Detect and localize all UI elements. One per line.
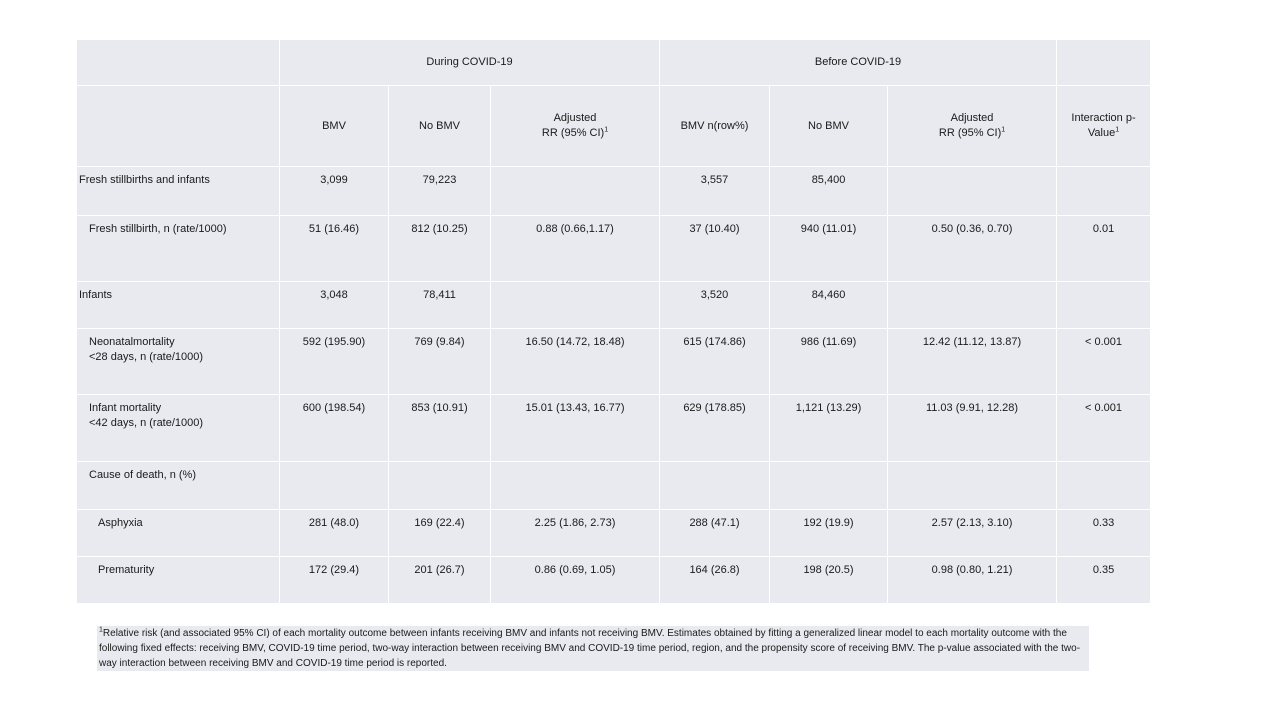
cell-during-rr: 15.01 (13.43, 16.77) [491, 395, 660, 462]
header-empty-cell [77, 40, 280, 86]
cell-before-bmv: 3,557 [660, 167, 770, 216]
cell-before-no-bmv: 1,121 (13.29) [770, 395, 888, 462]
cell-before-bmv: 164 (26.8) [660, 557, 770, 604]
cell-before-no-bmv: 986 (11.69) [770, 329, 888, 395]
cell-during-rr: 2.25 (1.86, 2.73) [491, 510, 660, 557]
cell-during-bmv: 281 (48.0) [280, 510, 389, 557]
col-no-bmv-before: No BMV [770, 86, 888, 167]
cell-before-bmv: 629 (178.85) [660, 395, 770, 462]
cell-before-no-bmv: 940 (11.01) [770, 216, 888, 282]
cell-interaction-p [1057, 462, 1151, 510]
footnote [97, 626, 1089, 671]
cell-before-rr [888, 282, 1057, 329]
row-label: Cause of death, n (%) [77, 462, 280, 510]
cell-during-no-bmv: 78,411 [389, 282, 491, 329]
row-label: Fresh stillbirth, n (rate/1000) [77, 216, 280, 282]
cell-during-bmv: 51 (16.46) [280, 216, 389, 282]
header-empty-cell [77, 86, 280, 167]
cell-during-rr: 16.50 (14.72, 18.48) [491, 329, 660, 395]
cell-before-bmv: 3,520 [660, 282, 770, 329]
col-adjusted-rr-during: Adjusted RR (95% CI)$^1$ [491, 86, 660, 167]
cell-before-bmv: 288 (47.1) [660, 510, 770, 557]
cell-during-rr: 0.88 (0.66,1.17) [491, 216, 660, 282]
cell-before-rr: 12.42 (11.12, 13.87) [888, 329, 1057, 395]
cell-before-rr: 2.57 (2.13, 3.10) [888, 510, 1057, 557]
cell-during-bmv: 172 (29.4) [280, 557, 389, 604]
row-label: Fresh stillbirths and infants [77, 167, 280, 216]
cell-before-no-bmv: 84,460 [770, 282, 888, 329]
cell-during-no-bmv: 201 (26.7) [389, 557, 491, 604]
during-covid-header: During COVID-19 [280, 40, 660, 86]
col-bmv-during: BMV [280, 86, 389, 167]
cell-interaction-p [1057, 167, 1151, 216]
footnote-text: Relative risk (and associated 95% CI) of each mortality outcome between infants receiving BMV and infants not receiving BMV. Estimates obtained by fitting a generalized linear model to each mortality outcome with the following fixed effects: receiving BMV, COVID-19 time period, two-way interaction between receiving BMV and COVID-19 time period, region, and the propensity score of receiving BMV. The p-value associated with the two-way interaction between receiving BMV and COVID-19 time period is reported. [99, 628, 1081, 669]
cell-before-rr: 11.03 (9.91, 12.28) [888, 395, 1057, 462]
cell-during-no-bmv: 769 (9.84) [389, 329, 491, 395]
cell-interaction-p [1057, 282, 1151, 329]
cell-during-bmv: 3,099 [280, 167, 389, 216]
cell-before-bmv: 37 (10.40) [660, 216, 770, 282]
table-row [77, 557, 1151, 604]
cell-interaction-p: < 0.001 [1057, 329, 1151, 395]
group-header-row [77, 40, 1151, 86]
table-row [77, 216, 1151, 282]
cell-interaction-p: 0.01 [1057, 216, 1151, 282]
row-label: Infants [77, 282, 280, 329]
cell-before-no-bmv [770, 462, 888, 510]
table-row [77, 167, 1151, 216]
cell-during-bmv: 3,048 [280, 282, 389, 329]
cell-during-rr [491, 167, 660, 216]
cell-before-bmv: 615 (174.86) [660, 329, 770, 395]
footnote-marker: 1 [99, 626, 103, 634]
header-empty-cell [1057, 40, 1151, 86]
cell-before-rr: 0.50 (0.36, 0.70) [888, 216, 1057, 282]
col-no-bmv-during: No BMV [389, 86, 491, 167]
table-row [77, 329, 1151, 395]
cell-during-no-bmv: 853 (10.91) [389, 395, 491, 462]
cell-interaction-p: 0.35 [1057, 557, 1151, 604]
col-bmv-before: BMV n(row%) [660, 86, 770, 167]
cell-during-no-bmv: 812 (10.25) [389, 216, 491, 282]
cell-before-no-bmv: 85,400 [770, 167, 888, 216]
cell-during-bmv: 592 (195.90) [280, 329, 389, 395]
row-label: Infant mortality <42 days, n (rate/1000) [77, 395, 280, 462]
cell-during-rr [491, 282, 660, 329]
results-table [76, 39, 1151, 604]
before-covid-header: Before COVID-19 [660, 40, 1057, 86]
cell-before-bmv [660, 462, 770, 510]
table-row [77, 462, 1151, 510]
cell-during-no-bmv [389, 462, 491, 510]
cell-interaction-p: 0.33 [1057, 510, 1151, 557]
cell-before-rr: 0.98 (0.80, 1.21) [888, 557, 1057, 604]
cell-during-no-bmv: 79,223 [389, 167, 491, 216]
cell-during-rr: 0.86 (0.69, 1.05) [491, 557, 660, 604]
cell-before-rr [888, 167, 1057, 216]
cell-during-no-bmv: 169 (22.4) [389, 510, 491, 557]
cell-during-bmv [280, 462, 389, 510]
table-row [77, 282, 1151, 329]
col-interaction-p: Interaction p- Value$^1$ [1057, 86, 1151, 167]
row-label: Prematurity [77, 557, 280, 604]
table-row [77, 510, 1151, 557]
row-label: Asphyxia [77, 510, 280, 557]
cell-before-rr [888, 462, 1057, 510]
col-adjusted-rr-before: Adjusted RR (95% CI)$^1$ [888, 86, 1057, 167]
table-row [77, 395, 1151, 462]
row-label: Neonatalmortality <28 days, n (rate/1000) [77, 329, 280, 395]
cell-before-no-bmv: 192 (19.9) [770, 510, 888, 557]
cell-during-rr [491, 462, 660, 510]
cell-before-no-bmv: 198 (20.5) [770, 557, 888, 604]
column-header-row [77, 86, 1151, 167]
cell-during-bmv: 600 (198.54) [280, 395, 389, 462]
cell-interaction-p: < 0.001 [1057, 395, 1151, 462]
